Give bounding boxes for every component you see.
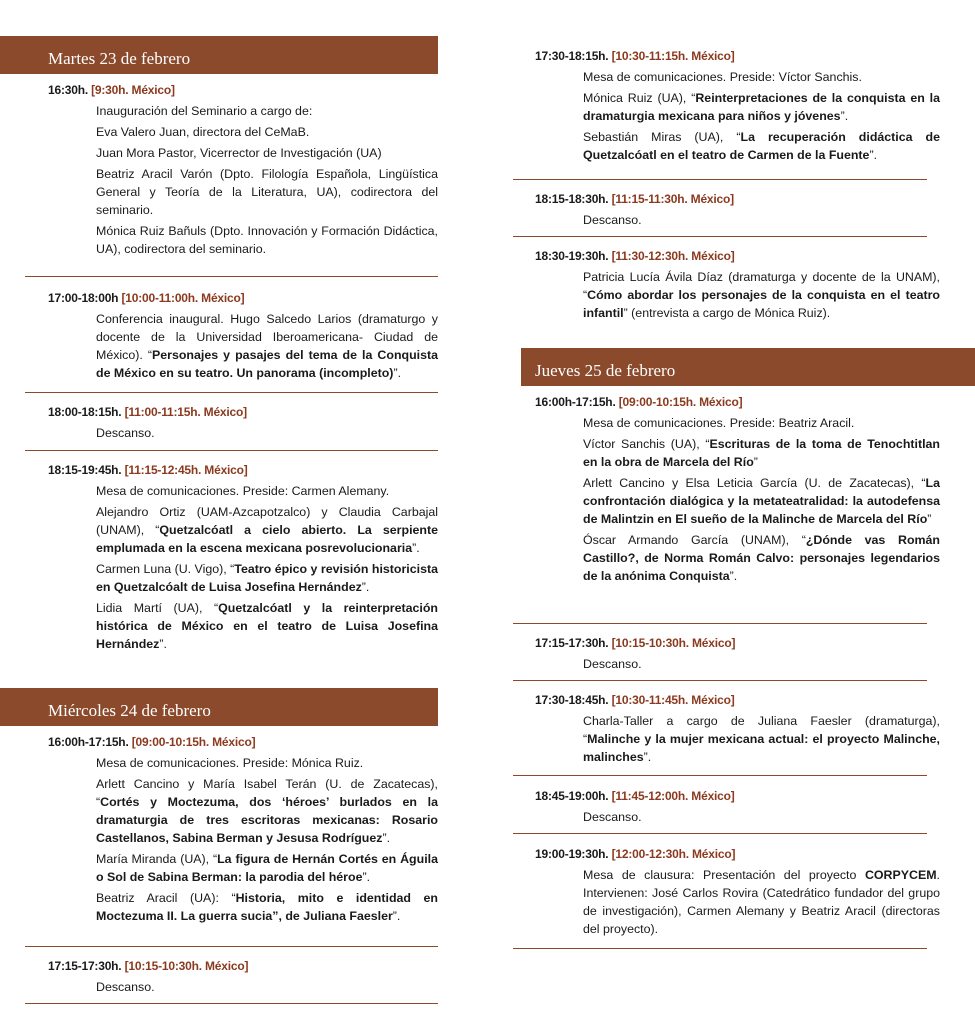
- entry-title: Cortés y Moctezuma, dos ‘héroes’ burlados en la dramaturgia de tres escritoras mexicanas: Rosario Castellanos, Sabina Berman y Jesusa Rodríguez: [96, 795, 438, 845]
- entry-text: Arlett Cancino y Elsa Leticia García (U. de Zacatecas), “: [583, 476, 926, 490]
- session-time-mexico: [10:30-11:45h. México]: [611, 693, 735, 707]
- session-time-mexico: [11:30-12:30h. México]: [611, 249, 735, 263]
- session-entry: [96, 775, 438, 847]
- session-entry: Descanso.: [96, 980, 155, 994]
- entry-title: Quetzalcóatl y la reinterpretación histórica de México en el teatro de Luisa Josefina Hernández: [96, 601, 439, 651]
- entry-title: Cómo abordar los personajes de la conquista en el teatro infantil: [583, 288, 940, 320]
- session-time-spain: 17:30-18:45h.: [535, 693, 609, 707]
- entry-text: Víctor Sanchis (UA), “: [583, 437, 710, 451]
- session-time: [48, 81, 438, 99]
- day-header-tuesday: Martes 23 de febrero: [0, 36, 438, 74]
- session-entry: Descanso.: [583, 213, 642, 227]
- entry-text: Sebastián Miras (UA), “: [583, 130, 741, 144]
- session-time-mexico: [10:30-11:15h. México]: [611, 49, 735, 63]
- entry-text: ”: [927, 512, 932, 526]
- entry-text: Carmen Luna (U. Vigo), “: [96, 562, 235, 576]
- entry-text: Mónica Ruiz (UA), “: [583, 91, 696, 105]
- entry-title: Personajes y pasajes del tema de la Conquista de México en su teatro. Un panorama (incompleto): [96, 348, 438, 380]
- session-block: [535, 787, 940, 826]
- session-entry: [583, 268, 940, 322]
- entry-title: Malinche y la mujer mexicana actual: el proyecto Malinche, malinches: [583, 732, 940, 764]
- session-time: [535, 190, 940, 208]
- session-block: [535, 634, 940, 673]
- entry-text: ”.: [729, 569, 738, 583]
- entry-text: ”.: [643, 750, 652, 764]
- entry-title: Historia, mito e identidad en Moctezuma II. La guerra sucia”, de Juliana Faesler: [96, 891, 438, 923]
- session-time-mexico: [10:15-10:30h. México]: [611, 636, 736, 650]
- session-time-spain: 19:00-19:30h.: [535, 847, 609, 861]
- entry-text: Patricia Lucía Ávila Díaz (dramaturga y docente de la UNAM), “: [583, 270, 940, 302]
- session-time-spain: 17:15-17:30h.: [48, 959, 122, 973]
- session-time: [535, 787, 940, 805]
- session-time: [48, 289, 438, 307]
- entry-text: Conferencia inaugural. Hugo Salcedo Larios (dramaturgo y docente de la Universidad Iberoamericana- Ciudad de México). “: [96, 312, 438, 362]
- session-time-spain: 16:30h.: [48, 83, 88, 97]
- session-time: [48, 403, 438, 421]
- session-entry: Mesa de comunicaciones. Preside: Carmen Alemany.: [96, 484, 390, 498]
- entry-title: La figura de Hernán Cortés en Águila o Sol de Sabina Berman: la parodia del héroe: [96, 852, 438, 884]
- session-entry: Beatriz Aracil Varón (Dpto. Filología Española, Lingüística General y Teoría de la Literatura, UA), codirectora del seminario.: [96, 167, 438, 217]
- session-entry: [583, 435, 940, 471]
- session-block: [535, 845, 940, 938]
- entry-text: Lidia Martí (UA), “: [96, 601, 219, 615]
- session-time: [48, 957, 438, 975]
- separator-rule: [513, 948, 927, 949]
- session-entry: [96, 310, 438, 382]
- entry-text: Arlett Cancino y María Isabel Terán (U. de Zacatecas), “: [96, 777, 438, 809]
- session-time-mexico: [10:00-11:00h. México]: [121, 291, 245, 305]
- entry-text: ” (entrevista a cargo de Mónica Ruiz).: [623, 306, 831, 320]
- session-time-mexico: [09:00-10:15h. México]: [618, 395, 743, 409]
- session-entry: [583, 531, 940, 585]
- session-entry: [96, 599, 438, 653]
- session-time: [535, 691, 940, 709]
- session-entry: Eva Valero Juan, directora del CeMaB.: [96, 125, 310, 139]
- session-time-mexico: [11:15-11:30h. México]: [611, 192, 734, 206]
- entry-text: ”.: [412, 541, 420, 555]
- separator-rule: [25, 276, 438, 277]
- session-time-spain: 18:45-19:00h.: [535, 789, 609, 803]
- session-time-spain: 18:00-18:15h.: [48, 405, 122, 419]
- session-time: [535, 47, 940, 65]
- session-block: [535, 393, 940, 585]
- session-entry: [583, 474, 940, 528]
- session-time-spain: 16:00h-17:15h.: [535, 395, 616, 409]
- session-time-spain: 18:30-19:30h.: [535, 249, 609, 263]
- session-time-mexico: [9:30h. México]: [91, 83, 175, 97]
- session-time-spain: 18:15-18:30h.: [535, 192, 609, 206]
- entry-text: ”.: [392, 909, 401, 923]
- separator-rule: [25, 392, 438, 393]
- session-time-mexico: [12:00-12:30h. México]: [611, 847, 736, 861]
- session-time-spain: 18:15-19:45h.: [48, 463, 122, 477]
- session-block: [48, 957, 438, 996]
- separator-rule: [513, 833, 927, 834]
- session-time-mexico: [11:45-12:00h. México]: [611, 789, 735, 803]
- separator-rule: [513, 236, 927, 237]
- session-entry: [583, 712, 940, 766]
- entry-title: Escrituras de la toma de Tenochtitlan en la obra de Marcela del Río: [583, 437, 940, 469]
- day-header-thursday: Jueves 25 de febrero: [521, 348, 975, 386]
- session-block: [535, 691, 940, 766]
- entry-title: Quetzalcóatl a cielo abierto. La serpiente emplumada en la escena mexicana posrevolucionaria: [96, 523, 438, 555]
- session-block: [48, 403, 438, 442]
- entry-text: Óscar Armando García (UNAM), “: [583, 533, 806, 547]
- entry-text: ”.: [361, 580, 370, 594]
- entry-text: ”.: [382, 831, 391, 845]
- session-entry: [583, 128, 940, 164]
- entry-text: ”.: [362, 870, 371, 884]
- session-block: [535, 47, 940, 164]
- session-entry: [96, 850, 438, 886]
- session-time-spain: 17:30-18:15h.: [535, 49, 609, 63]
- session-time: [535, 247, 940, 265]
- session-time: [535, 393, 940, 411]
- session-time: [48, 733, 438, 751]
- session-time: [535, 845, 940, 863]
- session-entry: [96, 503, 438, 557]
- session-entry: Mónica Ruiz Bañuls (Dpto. Innovación y Formación Didáctica, UA), codirectora del seminario.: [96, 224, 438, 256]
- entry-text: . Intervienen: José Carlos Rovira (Catedrático fundador del grupo de investigación), Carmen Alemany y Beatriz Aracil (directoras del proyecto).: [583, 868, 940, 936]
- separator-rule: [513, 623, 927, 624]
- entry-title: CORPYCEM: [864, 868, 937, 882]
- entry-title: La confrontación dialógica y la metateatralidad: la autodefensa de Malintzin en El sueño de la Malinche de Marcela del Río: [583, 476, 940, 526]
- entry-text: ”.: [159, 637, 167, 651]
- entry-text: ”.: [869, 148, 878, 162]
- session-entry: Mesa de comunicaciones. Preside: Beatriz Aracil.: [583, 416, 855, 430]
- separator-rule: [25, 1003, 438, 1004]
- entry-title: ¿Dónde vas Román Castillo?, de Norma Román Calvo: personajes legendarios de la anónima Conquista: [583, 533, 940, 583]
- session-block: [48, 733, 438, 925]
- separator-rule: [25, 946, 438, 947]
- entry-text: ”: [753, 455, 758, 469]
- session-block: [48, 81, 438, 258]
- entry-text: ”.: [393, 366, 402, 380]
- session-entry: Inauguración del Seminario a cargo de:: [96, 104, 313, 118]
- session-time-mexico: [11:15-12:45h. México]: [124, 463, 248, 477]
- session-time-spain: 17:15-17:30h.: [535, 636, 609, 650]
- entry-title: Teatro épico y revisión historicista en Quetzalcóalt de Luisa Josefina Hernández: [96, 562, 438, 594]
- session-time-mexico: [09:00-10:15h. México]: [131, 735, 256, 749]
- separator-rule: [513, 179, 927, 180]
- session-time-mexico: [10:15-10:30h. México]: [124, 959, 249, 973]
- entry-text: María Miranda (UA), “: [96, 852, 218, 866]
- separator-rule: [513, 680, 927, 681]
- session-entry: Descanso.: [583, 810, 642, 824]
- session-block: [48, 461, 438, 653]
- session-time: [535, 634, 940, 652]
- day-header-wednesday: Miércoles 24 de febrero: [0, 688, 438, 726]
- session-entry: Mesa de comunicaciones. Preside: Víctor Sanchis.: [583, 70, 862, 84]
- session-entry: Juan Mora Pastor, Vicerrector de Investigación (UA): [96, 146, 382, 160]
- session-block: [535, 190, 940, 229]
- session-time-mexico: [11:00-11:15h. México]: [124, 405, 247, 419]
- session-entry: [96, 889, 438, 925]
- session-entry: Mesa de comunicaciones. Preside: Mónica Ruiz.: [96, 756, 364, 770]
- session-entry: [96, 560, 438, 596]
- separator-rule: [513, 775, 927, 776]
- session-block: [535, 247, 940, 322]
- session-block: [48, 289, 438, 382]
- entry-text: Beatriz Aracil (UA): “: [96, 891, 236, 905]
- session-entry: Descanso.: [583, 657, 642, 671]
- session-time: [48, 461, 438, 479]
- session-entry: [583, 866, 940, 938]
- entry-text: Charla-Taller a cargo de Juliana Faesler (dramaturga), “: [583, 714, 940, 746]
- session-time-spain: 17:00-18:00h: [48, 291, 119, 305]
- session-entry: [583, 89, 940, 125]
- entry-text: ”.: [840, 109, 849, 123]
- entry-title: Reinterpretaciones de la conquista en la dramaturgia mexicana para niños y jóvenes: [583, 91, 941, 123]
- session-entry: Descanso.: [96, 426, 155, 440]
- entry-text: Alejandro Ortiz (UAM-Azcapotzalco) y Claudia Carbajal (UNAM), “: [96, 505, 438, 537]
- entry-text: Mesa de clausura: Presentación del proyecto: [583, 868, 865, 882]
- entry-title: La recuperación didáctica de Quetzalcóatl en el teatro de Carmen de la Fuente: [583, 130, 941, 162]
- session-time-spain: 16:00h-17:15h.: [48, 735, 129, 749]
- separator-rule: [25, 450, 438, 451]
